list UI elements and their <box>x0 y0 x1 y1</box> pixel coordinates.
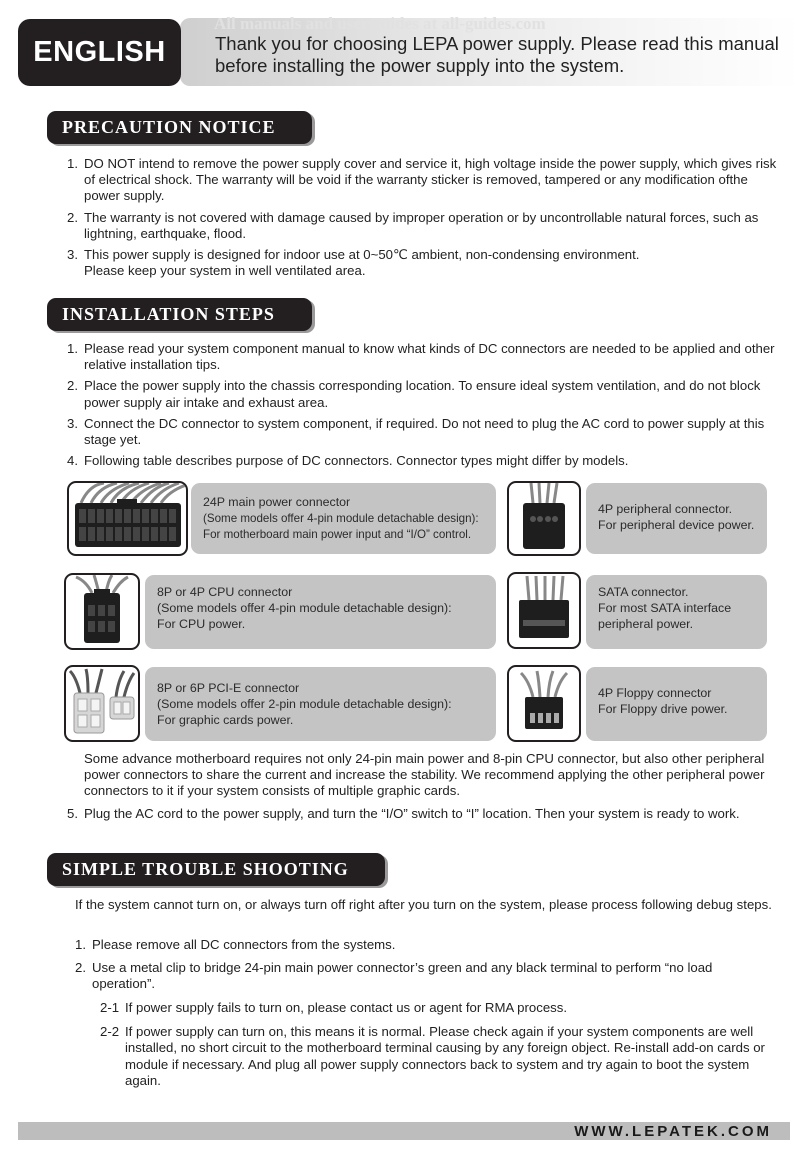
list-item: 2. Use a metal clip to bridge 24-pin main power connector’s green and any black terminal to perform “no load operation”. <box>75 960 713 992</box>
installation-list <box>67 341 779 474</box>
list-item: 1. DO NOT intend to remove the power supply cover and service it, high voltage inside the power supply, which gives risk of electrical shock. The warranty will be void if the warranty sticker is removed, tampered or any modification ofthe power supply. <box>67 156 777 204</box>
connector-floppy-desc <box>586 667 767 741</box>
list-item: 4. Following table describes purpose of DC connectors. Connector types might differ by models. <box>67 453 629 469</box>
list-item: 3. Connect the DC connector to system component, if required. Do not need to plug the AC cord to power supply at this stage yet. <box>67 415 765 448</box>
precaution-list <box>67 156 779 284</box>
list-item: 2-1 If power supply fails to turn on, please contact us or agent for RMA process. <box>100 1000 568 1015</box>
trouble-intro: If the system cannot turn on, or always turn off right after you turn on the system, please process following debug steps. <box>75 897 772 912</box>
connector-24p-desc <box>191 483 496 554</box>
list-item: 3. This power supply is designed for indoor use at 0~50℃ ambient, non-condensing environment. Please keep your system in well ventilated area. <box>67 247 640 279</box>
desc-line: For graphic cards power. <box>157 712 294 727</box>
connector-4p-image <box>507 481 581 556</box>
list-item: 1. Please read your system component manual to know what kinds of DC connectors are needed to be applied and other relative installation tips. <box>67 341 775 373</box>
installation-heading: INSTALLATION STEPS <box>47 298 312 331</box>
desc-line: For Floppy drive power. <box>598 701 728 716</box>
desc-line: For peripheral device power. <box>598 517 755 532</box>
desc-line: (Some models offer 4-pin module detachable design): <box>157 600 452 615</box>
installation-step5 <box>67 806 779 827</box>
desc-line: 8P or 6P PCI-E connector <box>157 681 300 695</box>
connector-pcie-desc <box>145 667 496 741</box>
footer-url[interactable]: WWW.LEPATEK.COM <box>574 1122 772 1140</box>
list-item: 2-2 If power supply can turn on, this means it is normal. Please check again if your system components are well installed, no short circuit to the motherboard terminal causing by any foreign object. Re-install add-on cards or module if necessary. And plug all power supply connectors back to system and try again to boot the system again. <box>100 1024 765 1088</box>
connector-pcie-icon <box>66 667 138 740</box>
list-item: 2. The warranty is not covered with damage caused by improper operation or by uncontrollable natural forces, such as lightning, earthquake, flood. <box>67 209 759 241</box>
connector-sata-desc <box>586 575 767 649</box>
connector-note: Some advance motherboard requires not only 24-pin main power and 8-pin CPU connector, but also other peripheral power connectors to share the current and increase the stability. We recommend applying the other peripheral power connectors to it if your system consists of multiple graphic cards. <box>84 751 765 799</box>
desc-line: (Some models offer 2-pin module detachable design): <box>157 696 452 711</box>
list-item: 1. Please remove all DC connectors from the systems. <box>75 937 396 952</box>
trouble-heading: SIMPLE TROUBLE SHOOTING <box>47 853 385 886</box>
desc-line: SATA connector. <box>598 585 689 599</box>
connector-cpu-image <box>64 573 140 650</box>
list-item: 2. Place the power supply into the chassis corresponding location. To ensure ideal system ventilation, and do not block power supply air intake and exhaust area. <box>67 378 761 410</box>
desc-line: For CPU power. <box>157 616 246 631</box>
list-item: 5. Plug the AC cord to the power supply, and turn the “I/O” switch to “I” location. Then your system is ready to work. <box>67 806 740 821</box>
desc-line: For most SATA interface <box>598 600 732 615</box>
desc-line: For motherboard main power input and “I/O” control. <box>203 527 472 541</box>
desc-line: 4P Floppy connector <box>598 686 712 700</box>
desc-line: 24P main power connector <box>203 495 351 509</box>
trouble-sublist <box>100 1000 780 1094</box>
connector-pcie-image <box>64 665 140 742</box>
connector-4p-desc <box>586 483 767 554</box>
connector-24p-image <box>67 481 188 556</box>
trouble-list <box>75 937 779 998</box>
precaution-heading: PRECAUTION NOTICE <box>47 111 312 144</box>
connector-sata-image <box>507 572 581 649</box>
connector-floppy-image <box>507 665 581 742</box>
connector-cpu-icon <box>66 575 138 648</box>
desc-line: 8P or 4P CPU connector <box>157 585 293 599</box>
desc-line: 4P peripheral connector. <box>598 502 733 516</box>
connector-4p-icon <box>509 483 579 554</box>
connector-cpu-desc <box>145 575 496 649</box>
intro-text: Thank you for choosing LEPA power supply. Please read this manual before installing the power supply into the system. <box>215 33 779 76</box>
language-badge: ENGLISH <box>18 19 181 86</box>
connector-sata-icon <box>509 574 579 647</box>
desc-line: peripheral power. <box>598 616 694 631</box>
desc-line: (Some models offer 4-pin module detachable design): <box>203 511 479 525</box>
connector-24p-icon <box>69 483 186 554</box>
connector-floppy-icon <box>509 667 579 740</box>
footer-bar <box>18 1122 790 1140</box>
watermark-text: All manuals and user guides at all-guides.com <box>214 14 546 33</box>
